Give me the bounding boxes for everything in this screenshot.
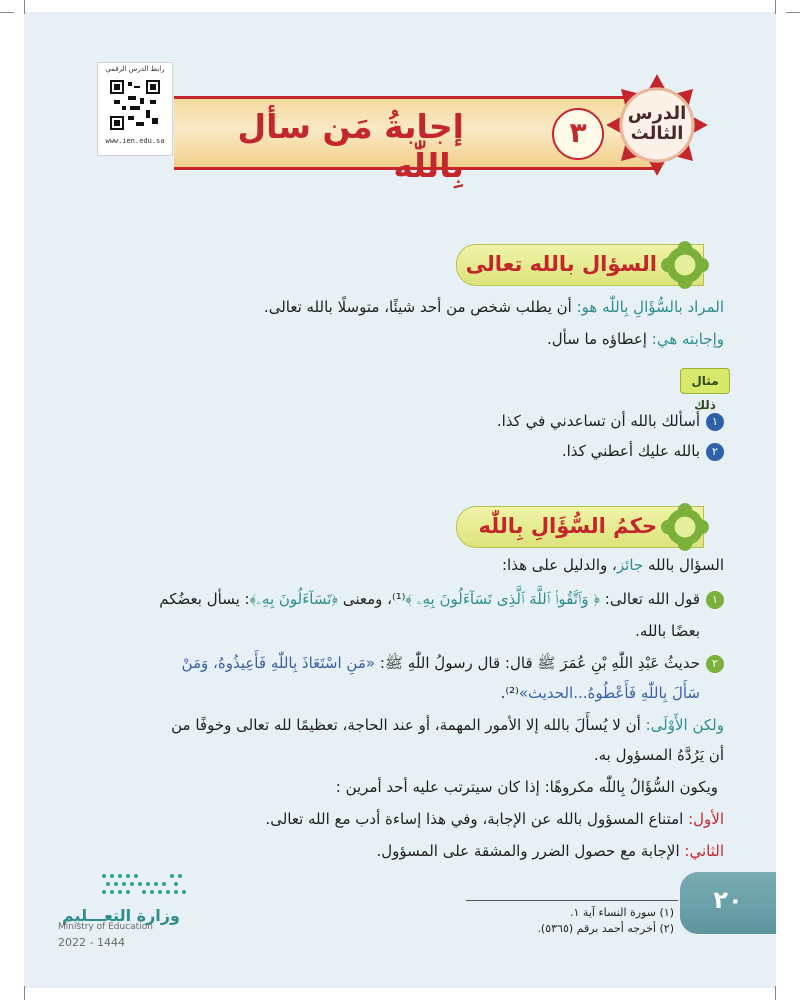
footnote-1: (١) سورة النساء آية ١. xyxy=(570,906,674,919)
edition-year: 2022 - 1444 xyxy=(58,936,125,949)
example-text-2: بالله عليك أعطني كذا. xyxy=(561,442,700,460)
second-condition-text: الإجابة مع حصول الضرر والمشقة على المسؤول. xyxy=(376,842,680,860)
qr-code-box[interactable] xyxy=(97,62,173,156)
evidence-2-line-2 xyxy=(501,684,700,702)
ruling-intro-c: ، والدليل على هذا: xyxy=(502,556,617,574)
definition-line-1 xyxy=(264,298,724,316)
section-title-2: حكمُ السُّؤَالِ بِاللّٰه xyxy=(478,514,657,538)
example-label-pill: مثال ذلك xyxy=(680,368,730,394)
ministry-name-arabic: وزارة التعـــليم xyxy=(62,906,180,925)
definition-line-2 xyxy=(547,330,724,348)
definition-label-2: وإجابته هي: xyxy=(651,330,724,348)
lesson-label xyxy=(614,104,700,144)
section-header-2 xyxy=(456,506,704,548)
lesson-word-1: الدرس xyxy=(627,103,687,124)
footnote-divider xyxy=(466,900,678,901)
evidence-1-b: ⁽¹⁾، ومعنى xyxy=(342,590,406,608)
definition-text-2: إعطاؤه ما سأل. xyxy=(546,330,647,348)
evidence-2-a: حديثُ عَبْدِ اللّٰهِ بْنِ عُمَرَ ﷺ قال: قال رسولُ اللّٰهِ ﷺ: xyxy=(379,654,700,672)
evidence-number-1: ١ xyxy=(706,591,724,609)
hadith-ref: ⁽²⁾. xyxy=(500,684,519,702)
example-item-1 xyxy=(497,412,724,431)
second-condition xyxy=(377,842,725,860)
lesson-title: إجابةُ مَن سأل بِاللّٰه xyxy=(237,107,464,185)
first-condition-label: الأول: xyxy=(688,810,724,828)
evidence-1-line-1 xyxy=(159,590,724,609)
example-item-2 xyxy=(562,442,724,461)
ruling-intro xyxy=(502,556,724,574)
hadith-text-1: «مَنِ اسْتَعَاذَ بِاللّٰهِ فَأَعِيذُوهُ، وَمَنْ xyxy=(181,654,376,672)
lesson-number-circle: ٣ xyxy=(552,108,604,160)
ministry-logo-icon xyxy=(98,868,188,900)
makruh-line: ويكون السُّؤَالُ بِاللّٰه مكروهًا: إذا كان سيترتب عليه أحد أمرين : xyxy=(335,778,718,796)
evidence-number-2: ٢ xyxy=(706,655,724,673)
evidence-1-c: : يسأل بعضُكم xyxy=(159,590,250,608)
crop-mark xyxy=(786,12,800,13)
section-ornament-icon xyxy=(659,501,711,553)
crop-mark xyxy=(775,0,776,14)
section-ornament-icon xyxy=(659,239,711,291)
quran-word: ﴿تَسَآءَلُونَ بِهِۦ﴾ xyxy=(249,590,339,608)
quran-verse: ﴿ وَٱتَّقُوا۟ ٱللَّهَ ٱلَّذِى تَسَآءَلُونَ بِهِۦ ﴾ xyxy=(405,590,600,608)
preferred-note-line-2: أن يَرُدَّهُ المسؤول به. xyxy=(593,746,724,764)
page-number-tab xyxy=(680,872,776,934)
preferred-note-label: ولكن الأَوْلَى: xyxy=(645,716,724,734)
crop-mark xyxy=(24,0,25,14)
example-number-2: ٢ xyxy=(706,443,724,461)
footnote-2: (٢) أخرجه أحمد برقم (٥٣٦٥). xyxy=(537,922,674,935)
second-condition-label: الثاني: xyxy=(684,842,724,860)
hadith-text-2: سَأَلَ بِاللّٰهِ فَأَعْطُوهُ...الحديث» xyxy=(518,684,700,702)
lesson-word-2: الثالث xyxy=(630,123,684,144)
ruling-permissible: جائز xyxy=(616,556,644,574)
qr-url[interactable]: www.ien.edu.sa xyxy=(105,137,165,145)
crop-mark xyxy=(775,986,776,1000)
definition-text-1: أن يطلب شخص من أحد شيئًا، متوسلًا بالله تعالى. xyxy=(263,298,572,316)
evidence-2-line-1 xyxy=(182,654,724,676)
section-header-1 xyxy=(456,244,704,286)
crop-mark xyxy=(0,12,14,13)
example-number-1: ١ xyxy=(706,413,724,431)
ruling-intro-a: السؤال بالله xyxy=(647,556,724,574)
qr-code-icon xyxy=(110,80,160,130)
page-number: ٢٠ xyxy=(713,886,743,914)
first-condition xyxy=(265,810,724,828)
preferred-note-text: أن لا يُسأَلَ بالله إلا الأمور المهمة، أو عند الحاجة، تعظيمًا لله تعالى وخوفًا من xyxy=(171,716,641,734)
qr-label: رابط الدرس الرقمي xyxy=(105,65,165,73)
evidence-1-line-2: بعضًا بالله. xyxy=(635,622,700,640)
crop-mark xyxy=(24,986,25,1000)
example-text-1: أسألك بالله أن تساعدني في كذا. xyxy=(496,412,700,430)
evidence-1-a: قول الله تعالى: xyxy=(604,590,700,608)
ministry-name-english: Ministry of Education xyxy=(58,922,153,932)
preferred-note-line-1 xyxy=(171,716,724,734)
section-title-1: السؤال بالله تعالى xyxy=(465,252,657,276)
first-condition-text: امتناع المسؤول بالله عن الإجابة، وفي هذا إساءة أدب مع الله تعالى. xyxy=(265,810,684,828)
definition-label-1: المراد بالسُّؤَالِ بِاللّٰه هو: xyxy=(576,298,724,316)
